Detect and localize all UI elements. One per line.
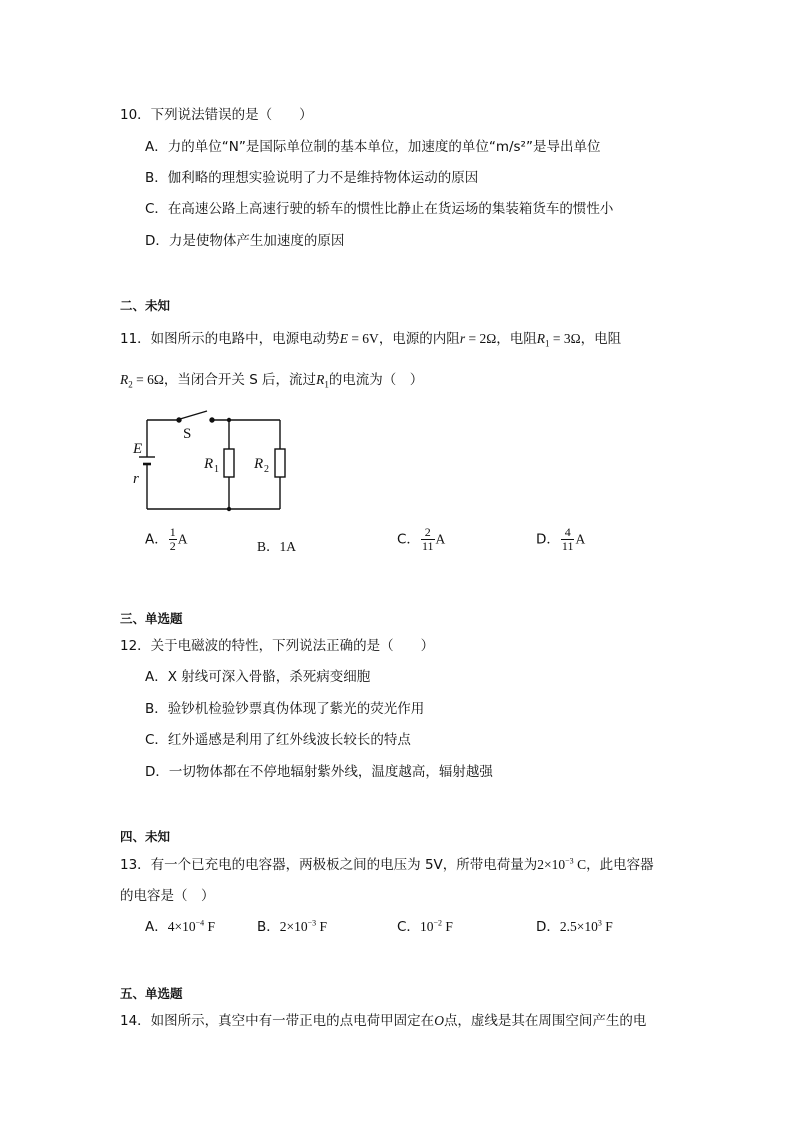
q13-stem-line1: 13．有一个已充电的电容器，两极板之间的电压为 5V，所带电荷量为$2\times 10^{-3}$ C，此电容器 [120,856,654,873]
circuit-label-r: r [133,471,139,487]
section-heading-4: 四、未知 [120,829,171,844]
q10-option-d: D．力是使物体产生加速度的原因 [145,233,345,249]
section-heading-3: 三、单选题 [120,611,183,626]
q10-option-c: C．在高速公路上高速行驶的轿车的惯性比静止在货运场的集装箱货车的惯性小 [145,201,614,217]
q13-option-b: B．$2\times 10^{-3}$ F [257,918,328,935]
q11-option-b: B．1A [257,539,297,554]
section-heading-5: 五、单选题 [120,986,183,1001]
q11-stem-line1: 11．如图所示的电路中，电源电动势E = 6V，电源的内阻r = 2Ω，电阻$R_1 = 3\Omega$，电阻 [120,331,622,349]
q12-option-c: C．红外遥感是利用了红外线波长较长的特点 [145,732,411,748]
q10-stem: 10．下列说法错误的是（ ） [120,107,313,123]
circuit-label-e: E [133,441,143,457]
circuit-label-r1-sub: 1 [214,464,219,475]
q13-option-a: A．$4\times 10^{-4}$ F [145,918,216,935]
q10-option-a: A．力的单位“N”是国际单位制的基本单位，加速度的单位“m/s²”是导出单位 [145,139,601,155]
q14-stem-line1: 14．如图所示，真空中有一带正电的点电荷甲固定在O点，虚线是其在周围空间产生的电 [120,1013,647,1029]
circuit-label-s: S [183,426,192,442]
circuit-label-r1: R [204,456,214,472]
q12-option-d: D．一切物体都在不停地辐射紫外线，温度越高，辐射越强 [145,764,493,780]
q11-option-c: C． $\frac{2}{11}$ A [397,525,446,553]
q12-option-a: A．X 射线可深入骨骼，杀死病变细胞 [145,669,371,685]
q13-option-d: D．$2.5\times 10^3$ F [536,918,613,935]
circuit-label-r2: R [254,456,264,472]
q13-stem-line2: 的电容是（ ） [120,888,215,904]
q11-option-a: A． $\frac{1}{2}$ A [145,525,188,553]
q10-option-b: B．伽利略的理想实验说明了力不是维持物体运动的原因 [145,170,479,186]
q11-stem-line2: $R_2 = 6\Omega$，当闭合开关 S 后，流过$R_1$的电流为（ ） [120,372,424,390]
section-heading-2: 二、未知 [120,298,171,313]
q12-option-b: B．验钞机检验钞票真伪体现了紫光的荧光作用 [145,701,425,717]
circuit-label-r2-sub: 2 [264,464,269,475]
q11-circuit-diagram [125,405,295,515]
q11-option-d: D． $\frac{4}{11}$ A [536,525,586,553]
q13-option-c: C．$10^{-2}$ F [397,918,453,935]
q12-stem: 12．关于电磁波的特性，下列说法正确的是（ ） [120,638,435,654]
